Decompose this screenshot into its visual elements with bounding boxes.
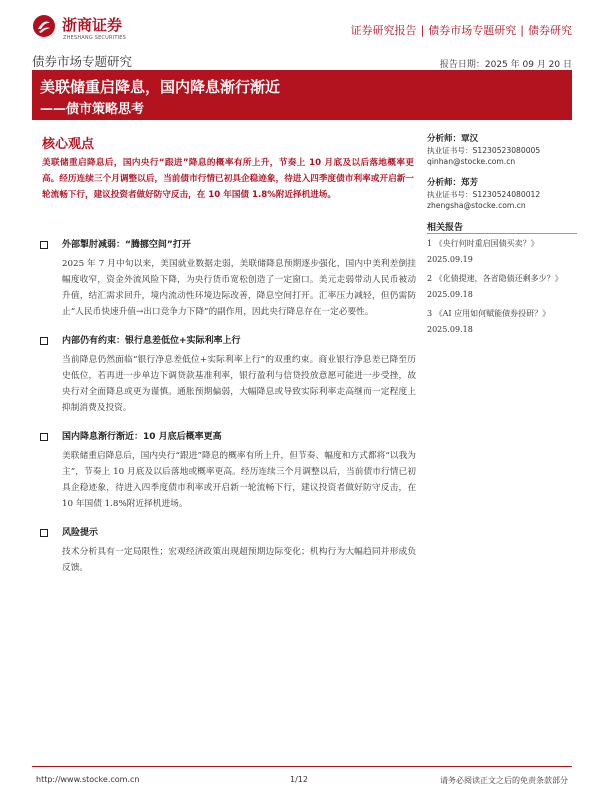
key-point — [62, 334, 416, 416]
header-tags — [351, 22, 572, 38]
zheshang-logo-icon — [32, 14, 56, 38]
disclaimer-note: 请务必阅读正文之后的免责条款部分 — [440, 776, 568, 785]
analyst-license: 执业证书号：S1230523080005 — [427, 146, 541, 155]
analyst-card — [427, 177, 577, 211]
logo-english-name: ZHESHANG SECURITIES — [63, 35, 126, 41]
report-title: 美联储重启降息，国内降息渐行渐近 — [40, 78, 281, 96]
footer-website-link[interactable]: http://www.stocke.com.cn — [36, 775, 140, 784]
analyst-email: qinhan@stocke.com.cn — [427, 157, 516, 166]
analyst-license: 执业证书号：S1230524080012 — [427, 190, 541, 199]
tag-securities-research: 证券研究报告 — [350, 24, 417, 37]
checkbox-bullet-icon — [40, 241, 48, 249]
core-view-heading: 核心观点 — [42, 137, 95, 152]
related-reports-list — [427, 236, 577, 341]
risk-warning-body: 技术分析具有一定局限性；宏观经济政策出现超预期边际变化；机构行为大幅趋同并形成负反馈。 — [62, 547, 416, 573]
analyst-name: 分析师：覃汉 — [427, 134, 479, 144]
analyst-email: zhengsha@stocke.com.cn — [427, 201, 526, 210]
key-point-body: 美联储重启降息后，国内央行“跟进”降息的概率有所上升，但节奏、幅度和方式都将“以我为主”，节奏上 10 月底及以后落地或概率更高。经历连续三个月调整以后，当前债市行情已初具企稳迹象，待进入四季度债市利率或开启新一轮流畅下行，建议投资者做好防守反击，在 10 年国债 1.8%附近择机进场。 — [62, 451, 416, 509]
key-points — [62, 238, 416, 590]
related-report-item: 2 《化债提速，各省隐债还剩多少？》 2025.09.18 — [427, 274, 563, 299]
key-point — [62, 526, 416, 576]
tag-separator: | — [520, 24, 524, 37]
key-point-title: 国内降息渐行渐近：10 月底后概率更高 — [62, 432, 222, 442]
report-subtitle: ——债市策略思考 — [40, 102, 145, 117]
tag-separator: | — [420, 24, 425, 37]
related-report-item: 3 《AI 应用如何赋能债券投研？》 2025.09.18 — [427, 309, 551, 334]
title-banner — [32, 70, 572, 120]
report-category: 债券市场专题研究 — [32, 54, 133, 69]
tag-bond-market-special: 债券市场专题研究 — [428, 24, 517, 37]
checkbox-bullet-icon — [40, 337, 48, 345]
key-point-body: 当前降息仍然面临“银行净息差低位+实际利率上行”的双重约束。商业银行净息差已降至历史低位，若再进一步单边下调贷款基准利率，银行盈利与信贷投放意愿可能进一步受挫，故央行对全面降息或更为谨慎。通胀预期偏弱，大幅降息或导致实际利率走高继而一定程度上抑制消费及投资。 — [62, 355, 416, 413]
risk-warning-title: 风险提示 — [62, 528, 99, 538]
footer-divider — [32, 766, 572, 767]
report-date: 报告日期：2025 年 09 月 20 日 — [439, 60, 572, 70]
checkbox-bullet-icon — [40, 529, 48, 537]
key-point — [62, 430, 416, 512]
page-header — [32, 10, 572, 48]
logo-chinese-name: 浙商证券 — [62, 16, 123, 34]
related-reports-heading: 相关报告 — [427, 223, 464, 233]
analyst-name: 分析师：郑芳 — [427, 178, 479, 188]
analyst-card — [427, 133, 577, 167]
key-point-title: 外部掣肘减弱：“腾挪空间”打开 — [62, 240, 191, 250]
checkbox-bullet-icon — [40, 433, 48, 441]
key-point-title: 内部仍有约束：银行息差低位+实际利率上行 — [62, 336, 241, 346]
key-point-body: 2025 年 7 月中旬以来，美国就业数据走弱，美联储降息预期逐步强化，国内中美利差倒挂幅度收窄，资金外流风险下降，为央行货币宽松创造了一定窗口。美元走弱带动人民币被动升值，结汇需求回升，境内流动性环境边际改善，降息空间打开。汇率压力减轻，但仍需防止“人民币快速升值→出口竞争力下降”的副作用，因此央行降息存在一定必要性。 — [62, 259, 416, 317]
related-report-item: 1 《央行何时重启国债买卖？》 2025.09.19 — [427, 239, 539, 264]
tag-bond-research: 债券研究 — [528, 24, 572, 37]
related-reports-divider — [427, 233, 577, 234]
key-point — [62, 238, 416, 320]
subheader — [32, 50, 572, 70]
core-view-summary: 美联储重启降息后，国内央行“跟进”降息的概率有所上升，节奏上 10 月底及以后落地概率更高。经历连续三个月调整以后，当前债市行情已初具企稳迹象，待进入四季度债市利率或开启新一轮流畅下行，建议投资者做好防守反击，在 10 年国债 1.8%附近择机进场。 — [42, 158, 414, 200]
page-number: 1/12 — [290, 775, 308, 784]
analyst-panel — [427, 133, 577, 221]
